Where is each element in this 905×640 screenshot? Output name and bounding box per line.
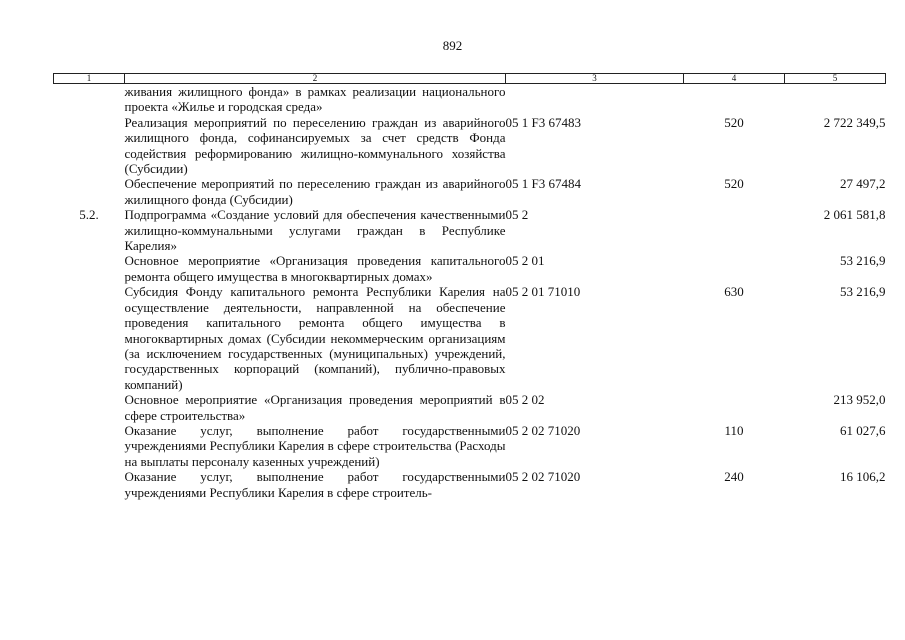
row-number bbox=[54, 423, 125, 469]
row-description: Обеспечение мероприятий по переселению граждан из аварийного жилищного фонда (Субсидии) bbox=[124, 176, 506, 207]
row-description: Оказание услуг, выполнение работ государственными учреждениями Республики Карелия в сфере строитель- bbox=[124, 469, 506, 500]
column-number-5: 5 bbox=[785, 74, 886, 84]
row-description: Субсидия Фонду капитального ремонта Республики Карелия на осуществление деятельности, направленной на обеспечение проведения капитального ремонта общего имущества в многоквартирных домах (Субсидии некоммерческим организациям (за исключением государственных (муниципальных) учреждений, государственных корпораций (компаний), публично-правовых компаний) bbox=[124, 284, 506, 392]
row-code: 05 1 F3 67483 bbox=[505, 114, 581, 130]
budget-table bbox=[53, 73, 886, 500]
column-number-4: 4 bbox=[684, 74, 785, 84]
table-row bbox=[54, 423, 886, 469]
row-expense-type: 520 bbox=[724, 176, 744, 192]
row-number bbox=[54, 253, 125, 284]
row-expense-type: 520 bbox=[724, 114, 744, 130]
row-description: живания жилищного фонда» в рамках реализации национального проекта «Жилье и городская среда» bbox=[124, 84, 506, 115]
row-description: Основное мероприятие «Организация проведения капитального ремонта общего имущества в многоквартирных домах» bbox=[124, 253, 506, 284]
row-description: Основное мероприятие «Организация проведения мероприятий в сфере строительства» bbox=[124, 392, 506, 423]
row-expense-type: 110 bbox=[724, 422, 744, 438]
table-row bbox=[54, 176, 886, 207]
row-expense-type bbox=[684, 84, 785, 115]
row-expense-type: 630 bbox=[724, 284, 744, 300]
row-code bbox=[506, 84, 684, 115]
row-expense-type: 240 bbox=[724, 469, 744, 485]
row-number: 5.2. bbox=[79, 207, 99, 223]
row-code: 05 2 02 71020 bbox=[505, 469, 581, 485]
row-amount bbox=[785, 84, 886, 115]
row-number bbox=[54, 284, 125, 392]
column-number-3: 3 bbox=[506, 74, 684, 84]
row-number bbox=[54, 84, 125, 115]
row-code: 05 2 02 bbox=[505, 392, 545, 408]
row-code: 05 2 02 71020 bbox=[505, 422, 581, 438]
table-row bbox=[54, 284, 886, 392]
table-row bbox=[54, 115, 886, 177]
row-amount: 2 061 581,8 bbox=[823, 207, 886, 223]
row-expense-type bbox=[684, 253, 785, 284]
row-code: 05 2 bbox=[505, 207, 529, 223]
row-amount: 16 106,2 bbox=[840, 469, 886, 485]
row-amount: 2 722 349,5 bbox=[823, 114, 886, 130]
column-number-row bbox=[54, 74, 886, 84]
row-code: 05 2 01 bbox=[505, 253, 545, 269]
column-number-1: 1 bbox=[54, 74, 125, 84]
row-amount: 61 027,6 bbox=[840, 422, 886, 438]
table-row bbox=[54, 207, 886, 253]
table-row bbox=[54, 392, 886, 423]
column-number-2: 2 bbox=[125, 74, 506, 84]
row-description: Оказание услуг, выполнение работ государственными учреждениями Республики Карелия в сфере строительства (Расходы на выплаты персоналу казенных учреждений) bbox=[124, 422, 506, 469]
row-expense-type bbox=[684, 207, 785, 253]
row-amount: 27 497,2 bbox=[840, 176, 886, 192]
row-code: 05 2 01 71010 bbox=[505, 284, 581, 300]
row-amount: 53 216,9 bbox=[840, 284, 886, 300]
page-number: 892 bbox=[442, 38, 463, 53]
row-number bbox=[54, 176, 125, 207]
row-amount: 213 952,0 bbox=[833, 392, 886, 408]
row-number bbox=[54, 115, 125, 177]
row-expense-type bbox=[684, 392, 785, 423]
row-number bbox=[54, 392, 125, 423]
row-description: Подпрограмма «Создание условий для обеспечения качественными жилищно-коммунальными услугами граждан в Республике Карелия» bbox=[124, 207, 506, 254]
table-row bbox=[54, 469, 886, 500]
row-code: 05 1 F3 67484 bbox=[505, 176, 581, 192]
table-row bbox=[54, 253, 886, 284]
table-row bbox=[54, 84, 886, 115]
row-description: Реализация мероприятий по переселению граждан из аварийного жилищного фонда, софинансируемых за счет средств Фонда содействия реформированию жилищно-коммунального хозяйства (Субсидии) bbox=[124, 114, 506, 177]
row-amount: 53 216,9 bbox=[840, 253, 886, 269]
row-number bbox=[54, 469, 125, 500]
